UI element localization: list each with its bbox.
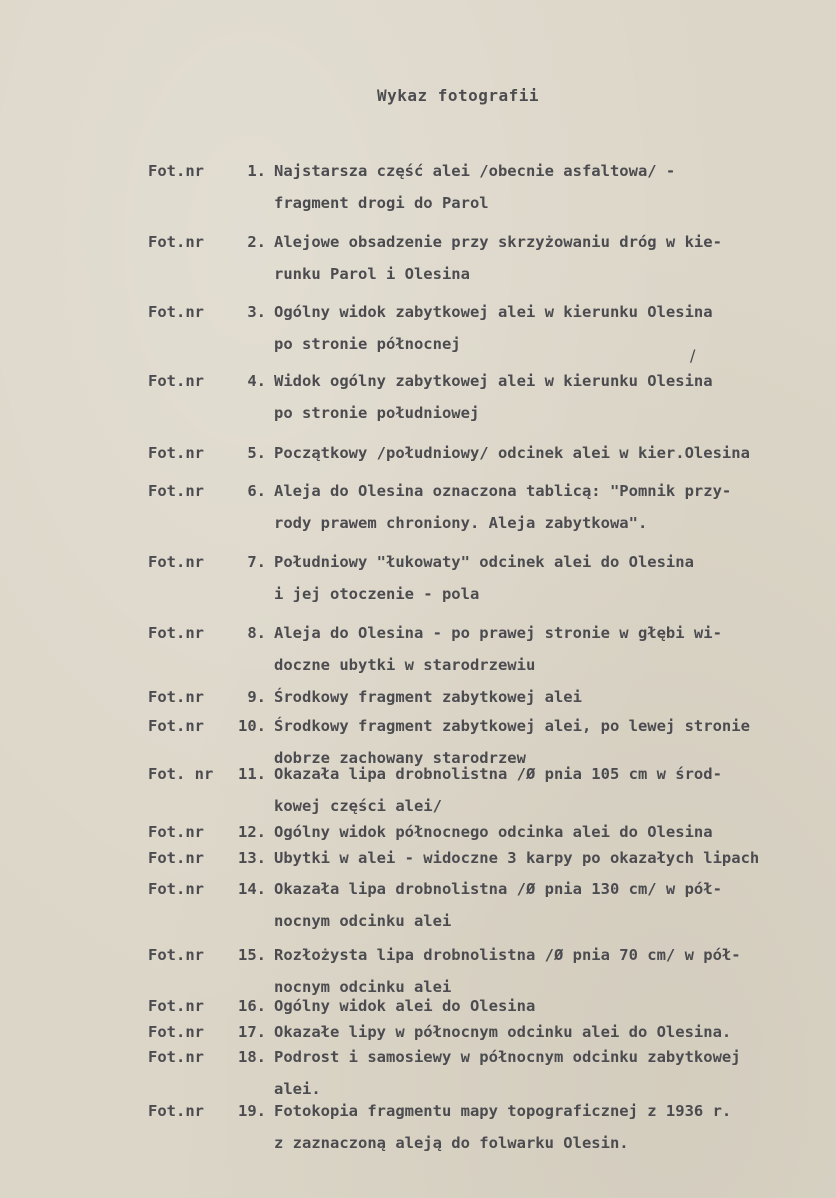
entry-text: Ubytki w alei - widoczne 3 karpy po okazałych lipach: [274, 849, 760, 867]
entry-text: Okazałe lipy w północnym odcinku alei do Olesina.: [274, 1023, 732, 1041]
entry-number: 1.: [247, 162, 266, 180]
entry-number: 9.: [247, 688, 266, 706]
entry-text-continued: i jej otoczenie - pola: [274, 585, 480, 603]
entry-label: Fot.nr: [148, 849, 204, 867]
entry-label: Fot.nr: [148, 482, 204, 500]
list-item-1: [148, 154, 828, 220]
entry-number: 3.: [247, 303, 266, 321]
entry-number: 11.: [238, 765, 266, 783]
entry-label: Fot.nr: [148, 553, 204, 571]
list-item-14: [148, 872, 828, 938]
entry-line: [148, 225, 828, 259]
entry-label: Fot.nr: [148, 233, 204, 251]
entry-text: Początkowy /południowy/ odcinek alei w kier.Olesina: [274, 444, 750, 462]
entry-label: Fot.nr: [148, 303, 204, 321]
entry-text: Ogólny widok alei do Olesina: [274, 997, 536, 1015]
entry-label: Fot.nr: [148, 997, 204, 1015]
page-title: Wykaz fotografii: [376, 86, 540, 105]
entry-text-continued: alei.: [274, 1080, 321, 1098]
entry-text: Podrost i samosiewy w północnym odcinku zabytkowej: [274, 1048, 741, 1066]
entry-line: [148, 709, 828, 743]
entry-text-continued: z zaznaczoną aleją do folwarku Olesin.: [274, 1134, 629, 1152]
entry-line: [148, 1040, 828, 1074]
entry-line: [148, 1094, 828, 1128]
entry-text: Aleja do Olesina - po prawej stronie w głębi wi-: [274, 624, 722, 642]
entry-text-continued: nocnym odcinku alei: [274, 912, 452, 930]
entry-label: Fot.nr: [148, 1048, 204, 1066]
entry-text: Środkowy fragment zabytkowej alei, po lewej stronie: [274, 717, 750, 735]
entry-text: Najstarsza część alei /obecnie asfaltowa/ -: [274, 162, 676, 180]
entry-line: [148, 364, 828, 398]
list-item-2: [148, 225, 828, 291]
entry-line: [148, 436, 828, 470]
entry-label: Fot.nr: [148, 444, 204, 462]
entry-text: Widok ogólny zabytkowej alei w kierunku Olesina: [274, 372, 713, 390]
entry-text-continued: runku Parol i Olesina: [274, 265, 470, 283]
entry-number: 19.: [238, 1102, 266, 1120]
entry-text-continued: doczne ubytki w starodrzewiu: [274, 656, 536, 674]
entry-number: 18.: [238, 1048, 266, 1066]
entry-line: [148, 757, 828, 791]
entry-number: 14.: [238, 880, 266, 898]
entry-line: [148, 616, 828, 650]
entry-label: Fot. nr: [148, 765, 214, 783]
entry-number: 7.: [247, 553, 266, 571]
entry-label: Fot.nr: [148, 372, 204, 390]
entry-text: Okazała lipa drobnolistna /Ø pnia 105 cm w środ-: [274, 765, 722, 783]
entry-text: Środkowy fragment zabytkowej alei: [274, 688, 582, 706]
entry-text: Ogólny widok północnego odcinka alei do Olesina: [274, 823, 713, 841]
entry-text-continued: fragment drogi do Parol: [274, 194, 489, 212]
entry-number: 15.: [238, 946, 266, 964]
entry-label: Fot.nr: [148, 1102, 204, 1120]
entry-number: 10.: [238, 717, 266, 735]
entry-label: Fot.nr: [148, 1023, 204, 1041]
list-item-8: [148, 616, 828, 682]
entry-text-continued: rody prawem chroniony. Aleja zabytkowa".: [274, 514, 648, 532]
entry-label: Fot.nr: [148, 823, 204, 841]
list-item-5: [148, 436, 828, 470]
entry-text-continued: po stronie północnej: [274, 335, 461, 353]
entry-text: Okazała lipa drobnolistna /Ø pnia 130 cm/ w pół-: [274, 880, 722, 898]
entry-text: Rozłożysta lipa drobnolistna /Ø pnia 70 cm/ w pół-: [274, 946, 741, 964]
entry-text: Południowy "łukowaty" odcinek alei do Olesina: [274, 553, 694, 571]
entry-number: 2.: [247, 233, 266, 251]
entry-number: 6.: [247, 482, 266, 500]
list-item-7: [148, 545, 828, 611]
entry-label: Fot.nr: [148, 717, 204, 735]
entry-number: 5.: [247, 444, 266, 462]
entry-number: 8.: [247, 624, 266, 642]
list-item-11: [148, 757, 828, 823]
entry-number: 12.: [238, 823, 266, 841]
entry-label: Fot.nr: [148, 946, 204, 964]
entry-line: [148, 154, 828, 188]
entry-text-continued: kowej części alei/: [274, 797, 442, 815]
entry-line: [148, 545, 828, 579]
entry-number: 17.: [238, 1023, 266, 1041]
entry-text-continued: po stronie południowej: [274, 404, 480, 422]
entry-number: 16.: [238, 997, 266, 1015]
entry-line: [148, 295, 828, 329]
entry-number: 13.: [238, 849, 266, 867]
entry-line: [148, 938, 828, 972]
entry-number: 4.: [247, 372, 266, 390]
entry-text-continued: dobrze zachowany starodrzew: [274, 749, 526, 767]
list-item-3: [148, 295, 828, 361]
entry-text: Alejowe obsadzenie przy skrzyżowaniu dróg w kie-: [274, 233, 722, 251]
entry-text: Aleja do Olesina oznaczona tablicą: "Pomnik przy-: [274, 482, 732, 500]
entry-label: Fot.nr: [148, 162, 204, 180]
entry-line: [148, 841, 828, 875]
list-item-6: [148, 474, 828, 540]
list-item-4: [148, 364, 828, 430]
pencil-tick-mark: /: [690, 346, 696, 365]
entry-line: [148, 474, 828, 508]
list-item-19: [148, 1094, 828, 1160]
entry-label: Fot.nr: [148, 880, 204, 898]
entry-text: Ogólny widok zabytkowej alei w kierunku Olesina: [274, 303, 713, 321]
entry-label: Fot.nr: [148, 688, 204, 706]
list-item-13: [148, 841, 828, 875]
entry-text: Fotokopia fragmentu mapy topograficznej z 1936 r.: [274, 1102, 732, 1120]
entry-line: [148, 872, 828, 906]
entry-text-continued: nocnym odcinku alei: [274, 978, 452, 996]
entry-label: Fot.nr: [148, 624, 204, 642]
